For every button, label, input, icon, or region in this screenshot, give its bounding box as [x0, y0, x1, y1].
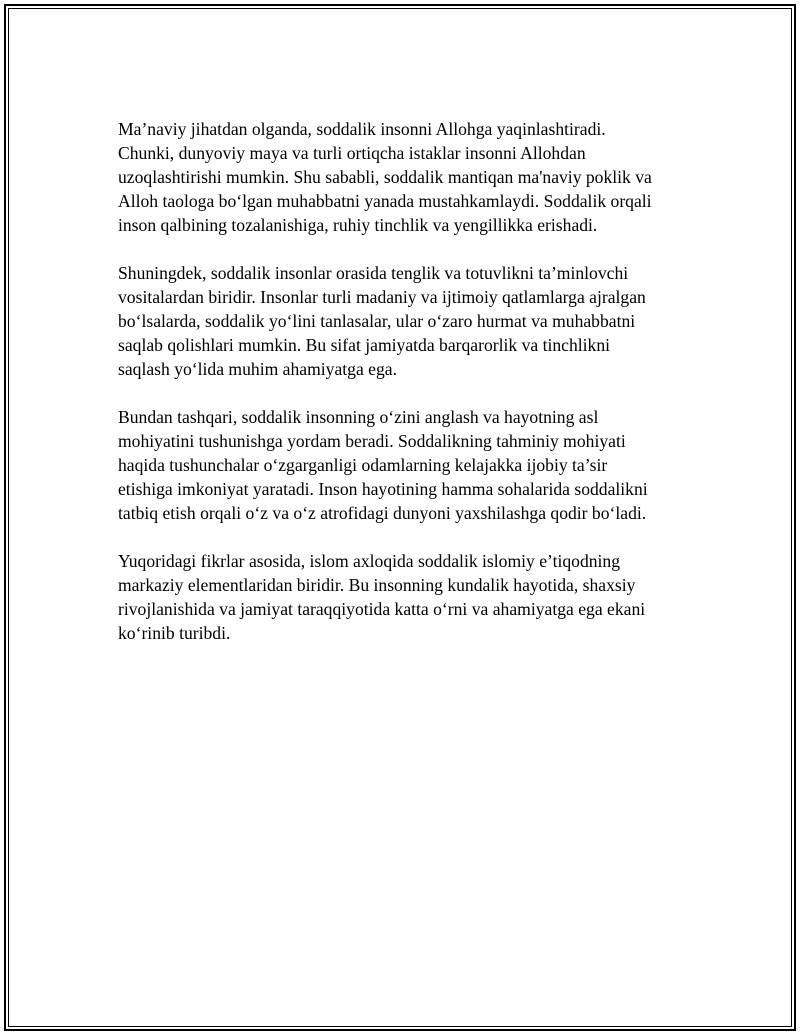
text-line: bo‘lsalarda, soddalik yo‘lini tanlasalar, ular o‘zaro hurmat va muhabbatni — [118, 311, 636, 331]
paragraph-4 — [118, 549, 698, 645]
document-body — [118, 117, 698, 669]
text-line: uzoqlashtirishi mumkin. Shu sababli, soddalik mantiqan ma'naviy poklik va — [118, 167, 652, 187]
text-line: Bundan tashqari, soddalik insonning o‘zini anglash va hayotning asl — [118, 407, 599, 427]
text-line: vositalardan biridir. Insonlar turli madaniy va ijtimoiy qatlamlarga ajralgan — [118, 287, 646, 307]
text-line: saqlab qolishlari mumkin. Bu sifat jamiyatda barqarorlik va tinchlikni — [118, 335, 611, 355]
paragraph-1 — [118, 117, 698, 237]
text-line: Ma’naviy jihatdan olganda, soddalik insonni Allohga yaqinlashtiradi. — [118, 119, 606, 139]
text-line: saqlash yo‘lida muhim ahamiyatga ega. — [118, 359, 397, 379]
text-line: ko‘rinib turibdi. — [118, 623, 231, 643]
text-line: mohiyatini tushunishga yordam beradi. Soddalikning tahminiy mohiyati — [118, 431, 626, 451]
text-line: rivojlanishida va jamiyat taraqqiyotida katta o‘rni va ahamiyatga ega ekani — [118, 599, 646, 619]
text-line: Yuqoridagi fikrlar asosida, islom axloqida soddalik islomiy e’tiqodning — [118, 551, 621, 571]
text-line: etishiga imkoniyat yaratadi. Inson hayotining hamma sohalarida soddalikni — [118, 479, 648, 499]
text-line: Alloh taologa bo‘lgan muhabbatni yanada mustahkamlaydi. Soddalik orqali — [118, 191, 652, 211]
paragraph-3 — [118, 405, 698, 525]
text-line: Chunki, dunyoviy maya va turli ortiqcha istaklar insonni Allohdan — [118, 143, 586, 163]
text-line: inson qalbining tozalanishiga, ruhiy tinchlik va yengillikka erishadi. — [118, 215, 598, 235]
text-line: markaziy elementlaridan biridir. Bu insonning kundalik hayotida, shaxsiy — [118, 575, 636, 595]
text-line: tatbiq etish orqali o‘z va o‘z atrofidagi dunyoni yaxshilashga qodir bo‘ladi. — [118, 503, 647, 523]
text-line: Shuningdek, soddalik insonlar orasida tenglik va totuvlikni ta’minlovchi — [118, 263, 629, 283]
text-line: haqida tushunchalar o‘zgarganligi odamlarning kelajakka ijobiy ta’sir — [118, 455, 608, 475]
paragraph-2 — [118, 261, 698, 381]
